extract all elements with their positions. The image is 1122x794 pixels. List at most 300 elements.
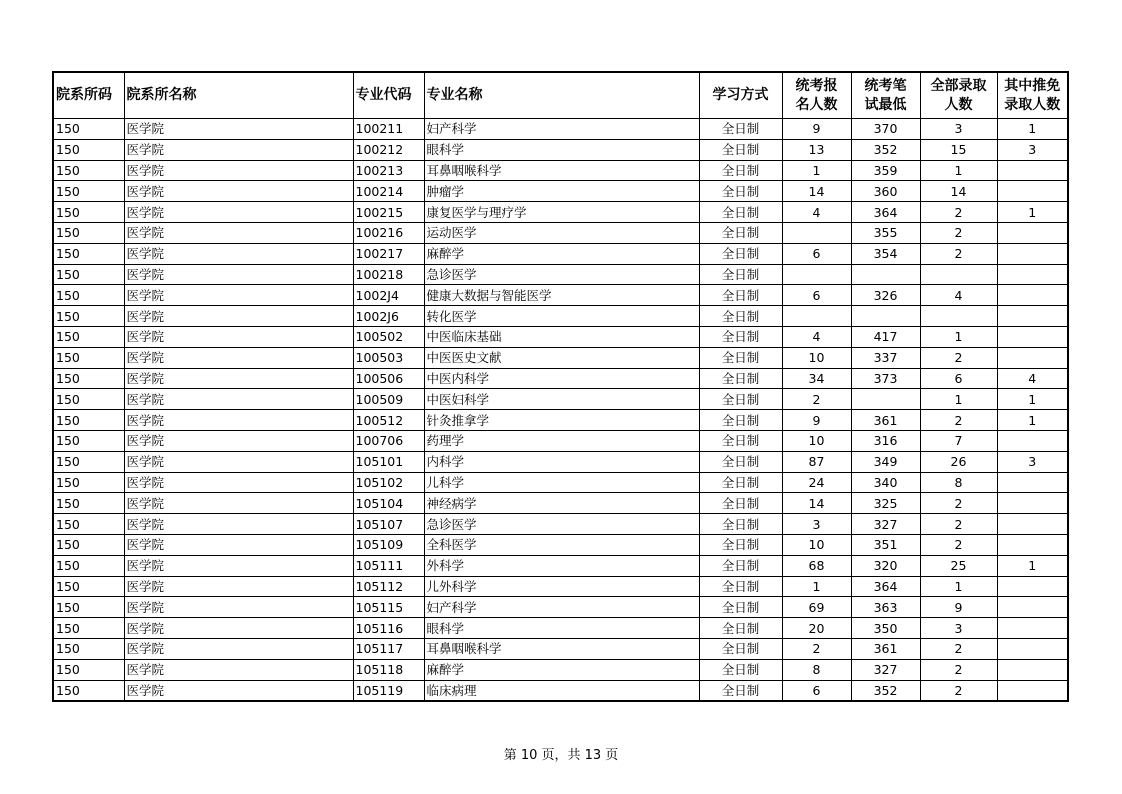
cell-study-mode: 全日制 (699, 139, 782, 160)
cell-applicants: 13 (782, 139, 851, 160)
cell-dept-code: 150 (53, 202, 124, 223)
cell-major-code: 100214 (353, 181, 424, 202)
cell-min-score: 316 (851, 430, 920, 451)
cell-admitted: 1 (920, 160, 997, 181)
cell-major-code: 100503 (353, 347, 424, 368)
cell-study-mode: 全日制 (699, 243, 782, 264)
cell-major-name: 健康大数据与智能医学 (424, 285, 699, 306)
table-row (53, 493, 1068, 514)
cell-major-name: 麻醉学 (424, 243, 699, 264)
cell-applicants: 4 (782, 202, 851, 223)
cell-min-score: 361 (851, 410, 920, 431)
cell-major-code: 1002J6 (353, 306, 424, 327)
cell-min-score (851, 389, 920, 410)
cell-major-name: 耳鼻咽喉科学 (424, 638, 699, 659)
cell-min-score: 352 (851, 680, 920, 701)
cell-dept-code: 150 (53, 119, 124, 140)
cell-applicants: 6 (782, 243, 851, 264)
cell-study-mode: 全日制 (699, 514, 782, 535)
cell-major-code: 1002J4 (353, 285, 424, 306)
cell-applicants: 3 (782, 514, 851, 535)
cell-dept-code: 150 (53, 618, 124, 639)
cell-applicants: 8 (782, 659, 851, 680)
header-dept-code: 院系所码 (53, 72, 124, 119)
cell-recommended (997, 493, 1068, 514)
cell-admitted: 8 (920, 472, 997, 493)
cell-recommended (997, 306, 1068, 327)
cell-dept-code: 150 (53, 555, 124, 576)
header-admitted (920, 72, 997, 119)
cell-recommended (997, 514, 1068, 535)
table-row (53, 202, 1068, 223)
cell-dept-name: 医学院 (124, 618, 353, 639)
cell-study-mode: 全日制 (699, 638, 782, 659)
cell-min-score: 352 (851, 139, 920, 160)
cell-dept-code: 150 (53, 472, 124, 493)
cell-recommended (997, 534, 1068, 555)
cell-admitted: 3 (920, 119, 997, 140)
cell-study-mode: 全日制 (699, 410, 782, 431)
cell-dept-code: 150 (53, 222, 124, 243)
cell-admitted: 7 (920, 430, 997, 451)
cell-min-score (851, 264, 920, 285)
cell-major-name: 转化医学 (424, 306, 699, 327)
cell-min-score: 354 (851, 243, 920, 264)
header-admitted-line2: 人数 (944, 96, 973, 113)
cell-major-code: 105104 (353, 493, 424, 514)
cell-study-mode: 全日制 (699, 576, 782, 597)
cell-min-score: 327 (851, 659, 920, 680)
table-row (53, 285, 1068, 306)
cell-major-name: 肿瘤学 (424, 181, 699, 202)
cell-dept-code: 150 (53, 680, 124, 701)
cell-dept-code: 150 (53, 181, 124, 202)
cell-study-mode: 全日制 (699, 285, 782, 306)
table-row (53, 181, 1068, 202)
cell-study-mode: 全日制 (699, 659, 782, 680)
cell-major-code: 100512 (353, 410, 424, 431)
cell-major-code: 100502 (353, 326, 424, 347)
cell-major-name: 急诊医学 (424, 514, 699, 535)
cell-major-code: 100706 (353, 430, 424, 451)
cell-dept-code: 150 (53, 638, 124, 659)
admissions-table-wrapper (52, 71, 1067, 702)
cell-min-score: 327 (851, 514, 920, 535)
cell-min-score (851, 306, 920, 327)
cell-min-score: 361 (851, 638, 920, 659)
cell-recommended (997, 347, 1068, 368)
cell-admitted: 1 (920, 326, 997, 347)
cell-dept-name: 医学院 (124, 347, 353, 368)
cell-study-mode: 全日制 (699, 430, 782, 451)
cell-major-code: 105111 (353, 555, 424, 576)
cell-dept-name: 医学院 (124, 472, 353, 493)
cell-major-name: 神经病学 (424, 493, 699, 514)
cell-major-name: 全科医学 (424, 534, 699, 555)
cell-study-mode: 全日制 (699, 472, 782, 493)
cell-study-mode: 全日制 (699, 618, 782, 639)
cell-study-mode: 全日制 (699, 326, 782, 347)
cell-major-code: 105107 (353, 514, 424, 535)
cell-dept-code: 150 (53, 597, 124, 618)
cell-admitted: 15 (920, 139, 997, 160)
cell-major-code: 105118 (353, 659, 424, 680)
cell-dept-name: 医学院 (124, 534, 353, 555)
cell-major-code: 100506 (353, 368, 424, 389)
cell-study-mode: 全日制 (699, 368, 782, 389)
cell-dept-name: 医学院 (124, 181, 353, 202)
table-row (53, 119, 1068, 140)
cell-dept-name: 医学院 (124, 514, 353, 535)
cell-dept-name: 医学院 (124, 555, 353, 576)
cell-recommended (997, 326, 1068, 347)
cell-dept-name: 医学院 (124, 202, 353, 223)
table-row (53, 410, 1068, 431)
cell-study-mode: 全日制 (699, 534, 782, 555)
cell-applicants: 68 (782, 555, 851, 576)
cell-admitted (920, 264, 997, 285)
cell-dept-name: 医学院 (124, 326, 353, 347)
cell-major-name: 眼科学 (424, 139, 699, 160)
cell-dept-code: 150 (53, 160, 124, 181)
cell-applicants: 10 (782, 347, 851, 368)
header-applicants-line1: 统考报 (795, 77, 838, 94)
table-row (53, 347, 1068, 368)
header-min-score-line2: 试最低 (864, 96, 907, 113)
table-row (53, 222, 1068, 243)
cell-dept-code: 150 (53, 347, 124, 368)
cell-major-code: 100211 (353, 119, 424, 140)
cell-admitted: 4 (920, 285, 997, 306)
cell-admitted: 2 (920, 347, 997, 368)
table-row (53, 430, 1068, 451)
header-dept-name: 院系所名称 (124, 72, 353, 119)
header-major-code: 专业代码 (353, 72, 424, 119)
cell-study-mode: 全日制 (699, 160, 782, 181)
cell-admitted: 25 (920, 555, 997, 576)
cell-major-name: 中医医史文献 (424, 347, 699, 368)
header-applicants (782, 72, 851, 119)
cell-admitted: 14 (920, 181, 997, 202)
cell-admitted: 2 (920, 638, 997, 659)
cell-dept-code: 150 (53, 139, 124, 160)
cell-study-mode: 全日制 (699, 264, 782, 285)
table-row (53, 326, 1068, 347)
cell-applicants: 6 (782, 285, 851, 306)
table-row (53, 555, 1068, 576)
cell-major-code: 100212 (353, 139, 424, 160)
cell-major-code: 105101 (353, 451, 424, 472)
cell-recommended (997, 430, 1068, 451)
cell-dept-name: 医学院 (124, 285, 353, 306)
cell-major-name: 中医妇科学 (424, 389, 699, 410)
cell-min-score: 355 (851, 222, 920, 243)
cell-admitted: 2 (920, 534, 997, 555)
cell-study-mode: 全日制 (699, 451, 782, 472)
header-min-score (851, 72, 920, 119)
cell-min-score: 359 (851, 160, 920, 181)
cell-dept-name: 医学院 (124, 243, 353, 264)
cell-major-name: 妇产科学 (424, 119, 699, 140)
cell-applicants: 6 (782, 680, 851, 701)
cell-recommended (997, 181, 1068, 202)
header-recommended-line1: 其中推免 (1004, 77, 1061, 94)
cell-dept-code: 150 (53, 659, 124, 680)
cell-recommended (997, 472, 1068, 493)
cell-admitted: 2 (920, 243, 997, 264)
cell-major-code: 105112 (353, 576, 424, 597)
cell-major-code: 100509 (353, 389, 424, 410)
cell-major-code: 105109 (353, 534, 424, 555)
cell-min-score: 350 (851, 618, 920, 639)
table-header (53, 72, 1068, 119)
cell-applicants (782, 306, 851, 327)
cell-dept-name: 医学院 (124, 680, 353, 701)
cell-dept-code: 150 (53, 389, 124, 410)
cell-dept-code: 150 (53, 493, 124, 514)
cell-study-mode: 全日制 (699, 680, 782, 701)
admissions-table (52, 71, 1069, 702)
cell-major-code: 100215 (353, 202, 424, 223)
cell-dept-code: 150 (53, 326, 124, 347)
table-body (53, 119, 1068, 702)
cell-major-code: 105115 (353, 597, 424, 618)
cell-admitted: 26 (920, 451, 997, 472)
cell-dept-code: 150 (53, 243, 124, 264)
cell-applicants: 9 (782, 119, 851, 140)
table-row (53, 451, 1068, 472)
table-row (53, 472, 1068, 493)
header-recommended-line2: 录取人数 (1004, 96, 1061, 113)
cell-applicants: 2 (782, 638, 851, 659)
cell-recommended: 4 (997, 368, 1068, 389)
cell-dept-name: 医学院 (124, 389, 353, 410)
cell-major-name: 中医内科学 (424, 368, 699, 389)
cell-recommended (997, 597, 1068, 618)
cell-min-score: 326 (851, 285, 920, 306)
cell-dept-name: 医学院 (124, 139, 353, 160)
cell-dept-name: 医学院 (124, 368, 353, 389)
cell-dept-code: 150 (53, 368, 124, 389)
table-row (53, 160, 1068, 181)
cell-major-name: 运动医学 (424, 222, 699, 243)
cell-min-score: 373 (851, 368, 920, 389)
cell-recommended (997, 576, 1068, 597)
cell-dept-name: 医学院 (124, 597, 353, 618)
cell-recommended (997, 285, 1068, 306)
cell-admitted: 2 (920, 514, 997, 535)
cell-min-score: 364 (851, 576, 920, 597)
cell-recommended: 1 (997, 555, 1068, 576)
table-row (53, 659, 1068, 680)
cell-admitted: 2 (920, 493, 997, 514)
cell-major-name: 外科学 (424, 555, 699, 576)
cell-dept-code: 150 (53, 514, 124, 535)
cell-applicants: 87 (782, 451, 851, 472)
cell-major-name: 儿科学 (424, 472, 699, 493)
cell-min-score: 320 (851, 555, 920, 576)
cell-dept-name: 医学院 (124, 264, 353, 285)
cell-dept-code: 150 (53, 430, 124, 451)
cell-min-score: 370 (851, 119, 920, 140)
cell-dept-name: 医学院 (124, 638, 353, 659)
cell-applicants: 20 (782, 618, 851, 639)
cell-recommended (997, 264, 1068, 285)
cell-study-mode: 全日制 (699, 597, 782, 618)
cell-major-code: 100216 (353, 222, 424, 243)
cell-applicants: 1 (782, 160, 851, 181)
header-recommended (997, 72, 1068, 119)
cell-min-score: 325 (851, 493, 920, 514)
cell-study-mode: 全日制 (699, 306, 782, 327)
cell-major-name: 药理学 (424, 430, 699, 451)
cell-study-mode: 全日制 (699, 222, 782, 243)
cell-applicants: 14 (782, 493, 851, 514)
header-admitted-line1: 全部录取 (930, 77, 987, 94)
cell-dept-name: 医学院 (124, 222, 353, 243)
cell-recommended (997, 222, 1068, 243)
cell-applicants: 2 (782, 389, 851, 410)
cell-dept-name: 医学院 (124, 451, 353, 472)
cell-recommended: 1 (997, 119, 1068, 140)
cell-major-code: 105116 (353, 618, 424, 639)
table-row (53, 638, 1068, 659)
table-row (53, 576, 1068, 597)
cell-dept-name: 医学院 (124, 430, 353, 451)
cell-admitted (920, 306, 997, 327)
table-row (53, 534, 1068, 555)
page-number-footer: 第 10 页，共 13 页 (503, 748, 619, 763)
cell-recommended: 1 (997, 410, 1068, 431)
table-row (53, 618, 1068, 639)
cell-recommended (997, 243, 1068, 264)
cell-major-name: 儿外科学 (424, 576, 699, 597)
cell-applicants: 10 (782, 430, 851, 451)
cell-dept-name: 医学院 (124, 119, 353, 140)
cell-recommended: 3 (997, 451, 1068, 472)
cell-applicants (782, 264, 851, 285)
cell-dept-name: 医学院 (124, 576, 353, 597)
cell-major-code: 105119 (353, 680, 424, 701)
header-min-score-line1: 统考笔 (864, 77, 907, 94)
cell-dept-name: 医学院 (124, 306, 353, 327)
cell-applicants: 14 (782, 181, 851, 202)
cell-admitted: 2 (920, 659, 997, 680)
cell-admitted: 2 (920, 202, 997, 223)
table-row (53, 389, 1068, 410)
cell-major-name: 康复医学与理疗学 (424, 202, 699, 223)
cell-study-mode: 全日制 (699, 202, 782, 223)
cell-min-score: 417 (851, 326, 920, 347)
cell-dept-code: 150 (53, 285, 124, 306)
table-row (53, 680, 1068, 701)
cell-major-name: 妇产科学 (424, 597, 699, 618)
cell-dept-code: 150 (53, 264, 124, 285)
cell-major-name: 临床病理 (424, 680, 699, 701)
cell-study-mode: 全日制 (699, 493, 782, 514)
cell-dept-code: 150 (53, 306, 124, 327)
cell-recommended (997, 618, 1068, 639)
cell-recommended (997, 680, 1068, 701)
cell-recommended: 1 (997, 202, 1068, 223)
cell-study-mode: 全日制 (699, 555, 782, 576)
cell-dept-name: 医学院 (124, 160, 353, 181)
cell-admitted: 1 (920, 389, 997, 410)
header-study-mode: 学习方式 (699, 72, 782, 119)
cell-applicants: 69 (782, 597, 851, 618)
table-row (53, 514, 1068, 535)
cell-major-name: 内科学 (424, 451, 699, 472)
cell-study-mode: 全日制 (699, 347, 782, 368)
cell-min-score: 363 (851, 597, 920, 618)
cell-applicants: 4 (782, 326, 851, 347)
header-row (53, 72, 1068, 119)
cell-min-score: 364 (851, 202, 920, 223)
cell-dept-code: 150 (53, 576, 124, 597)
cell-applicants: 24 (782, 472, 851, 493)
cell-major-name: 针灸推拿学 (424, 410, 699, 431)
table-row (53, 306, 1068, 327)
cell-major-name: 中医临床基础 (424, 326, 699, 347)
cell-recommended (997, 160, 1068, 181)
cell-recommended: 1 (997, 389, 1068, 410)
table-row (53, 597, 1068, 618)
cell-applicants: 10 (782, 534, 851, 555)
cell-study-mode: 全日制 (699, 181, 782, 202)
cell-major-name: 耳鼻咽喉科学 (424, 160, 699, 181)
cell-major-code: 100218 (353, 264, 424, 285)
table-row (53, 139, 1068, 160)
table-row (53, 264, 1068, 285)
cell-major-name: 眼科学 (424, 618, 699, 639)
cell-dept-code: 150 (53, 410, 124, 431)
cell-applicants: 34 (782, 368, 851, 389)
cell-min-score: 349 (851, 451, 920, 472)
cell-major-code: 100213 (353, 160, 424, 181)
cell-major-code: 100217 (353, 243, 424, 264)
header-applicants-line2: 名人数 (795, 96, 838, 113)
cell-recommended (997, 638, 1068, 659)
cell-admitted: 2 (920, 680, 997, 701)
cell-admitted: 6 (920, 368, 997, 389)
cell-recommended: 3 (997, 139, 1068, 160)
cell-dept-name: 医学院 (124, 410, 353, 431)
cell-min-score: 360 (851, 181, 920, 202)
header-major-name: 专业名称 (424, 72, 699, 119)
cell-study-mode: 全日制 (699, 119, 782, 140)
cell-dept-name: 医学院 (124, 659, 353, 680)
cell-admitted: 3 (920, 618, 997, 639)
cell-major-name: 急诊医学 (424, 264, 699, 285)
cell-dept-name: 医学院 (124, 493, 353, 514)
cell-dept-code: 150 (53, 534, 124, 555)
cell-applicants: 9 (782, 410, 851, 431)
cell-dept-code: 150 (53, 451, 124, 472)
table-row (53, 368, 1068, 389)
table-row (53, 243, 1068, 264)
cell-min-score: 337 (851, 347, 920, 368)
cell-admitted: 2 (920, 222, 997, 243)
cell-min-score: 340 (851, 472, 920, 493)
cell-admitted: 1 (920, 576, 997, 597)
cell-admitted: 2 (920, 410, 997, 431)
cell-major-code: 105117 (353, 638, 424, 659)
cell-min-score: 351 (851, 534, 920, 555)
cell-applicants: 1 (782, 576, 851, 597)
cell-admitted: 9 (920, 597, 997, 618)
cell-recommended (997, 659, 1068, 680)
cell-applicants (782, 222, 851, 243)
